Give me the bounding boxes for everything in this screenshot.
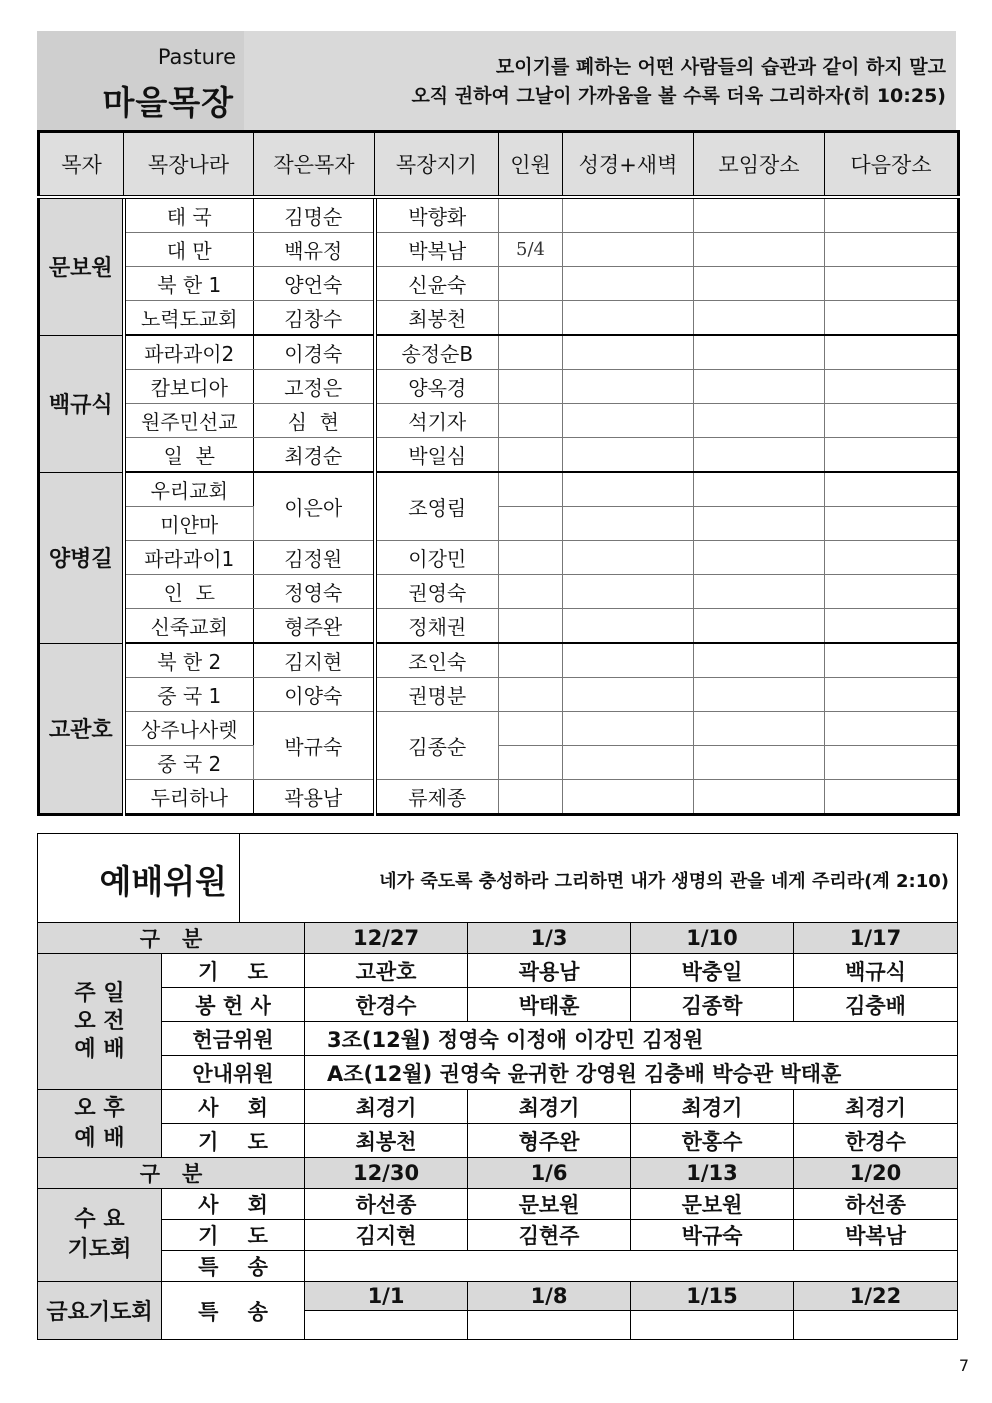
wednesday-host-row (38, 1189, 958, 1220)
keeper-cell: 신윤숙 (375, 267, 499, 301)
person-cell (468, 1311, 631, 1340)
wednesday-prayer-row (38, 1220, 958, 1251)
person-cell: 최경기 (631, 1090, 794, 1124)
role-label: 기 도 (162, 1124, 305, 1158)
wednesday-label-line: 수 요 (74, 1207, 125, 1232)
page-number: 7 (958, 1356, 969, 1375)
place-cell (694, 233, 825, 267)
table-row (39, 267, 959, 301)
keeper-cell: 박복남 (375, 233, 499, 267)
sunday-am-label-line: 예 배 (74, 1036, 125, 1062)
person-cell: 형주완 (468, 1124, 631, 1158)
country-cell: 우리교회 (124, 472, 254, 507)
keeper-cell: 조인숙 (375, 643, 499, 678)
person-cell (631, 1311, 794, 1340)
next-place-cell (825, 780, 959, 815)
header-pastor: 목자 (39, 132, 124, 198)
worship-committee-verse: 네가 죽도록 충성하라 그리하면 내가 생명의 관을 네게 주리라(계 2:10) (379, 871, 949, 892)
small-pastor-cell: 이은아 (254, 472, 375, 541)
person-cell: 김지현 (305, 1220, 468, 1251)
table-row (39, 609, 959, 644)
table-row (39, 233, 959, 267)
date-cell: 1/3 (468, 923, 631, 954)
bible-cell (563, 609, 694, 644)
place-cell (694, 438, 825, 473)
bible-cell (563, 678, 694, 712)
wednesday-label (38, 1189, 162, 1282)
small-pastor-cell: 곽용남 (254, 780, 375, 815)
person-cell: 한경수 (305, 988, 468, 1022)
worship-committee-title-box (38, 834, 240, 923)
header-meeting-place: 모임장소 (694, 132, 825, 198)
table-row (39, 712, 959, 746)
person-cell: 박충일 (631, 954, 794, 988)
count-cell (499, 267, 563, 301)
person-cell (794, 1311, 958, 1340)
role-label: 기 도 (162, 954, 305, 988)
sunday-pm-label (38, 1090, 162, 1158)
small-pastor-cell: 이경숙 (254, 335, 375, 370)
next-place-cell (825, 404, 959, 438)
bible-cell (563, 404, 694, 438)
date-cell: 1/6 (468, 1158, 631, 1189)
pasture-title-en: Pasture (157, 45, 236, 69)
pasture-header-row (39, 132, 959, 198)
pasture-title-box (37, 31, 244, 130)
country-cell: 태 국 (124, 197, 254, 233)
role-label: 기 도 (162, 1220, 305, 1251)
next-place-cell (825, 746, 959, 780)
pasture-verse (411, 53, 946, 111)
bible-cell (563, 541, 694, 575)
place-cell (694, 370, 825, 404)
role-label: 헌금위원 (162, 1022, 305, 1056)
date-cell: 1/15 (631, 1282, 794, 1311)
pastor-name: 양병길 (39, 472, 124, 643)
date-cell: 1/1 (305, 1282, 468, 1311)
count-cell (499, 780, 563, 815)
small-pastor-cell: 정영숙 (254, 575, 375, 609)
role-label: 봉 헌 사 (162, 988, 305, 1022)
date-cell: 1/17 (794, 923, 958, 954)
worship-committee-title: 예배위원 (99, 862, 227, 901)
country-cell: 중 국 1 (124, 678, 254, 712)
country-cell: 노력도교회 (124, 301, 254, 336)
offering-committee-row (38, 1022, 958, 1056)
pasture-table (37, 130, 960, 816)
pasture-verse-line2: 오직 권하여 그날이 가까움을 볼 수록 더욱 그리하자(히 10:25) (411, 85, 946, 107)
header-country: 목장나라 (124, 132, 254, 198)
count-cell (499, 643, 563, 678)
worship-committee-table (37, 922, 958, 1340)
count-cell (499, 472, 563, 507)
person-cell (305, 1311, 468, 1340)
bible-cell (563, 712, 694, 746)
keeper-cell: 석기자 (375, 404, 499, 438)
person-cell: 한홍수 (631, 1124, 794, 1158)
date-cell: 1/10 (631, 923, 794, 954)
country-cell: 원주민선교 (124, 404, 254, 438)
header-bible-dawn: 성경+새벽 (563, 132, 694, 198)
next-place-cell (825, 233, 959, 267)
place-cell (694, 712, 825, 746)
place-cell (694, 575, 825, 609)
date-cell: 1/22 (794, 1282, 958, 1311)
keeper-cell: 송정순B (375, 335, 499, 370)
keeper-cell: 류제종 (375, 780, 499, 815)
person-cell: 최경기 (468, 1090, 631, 1124)
next-place-cell (825, 575, 959, 609)
place-cell (694, 678, 825, 712)
usher-row (38, 1056, 958, 1090)
small-pastor-cell: 김정원 (254, 541, 375, 575)
bible-cell (563, 438, 694, 473)
role-label: 특 송 (162, 1282, 305, 1340)
count-cell (499, 712, 563, 746)
sunday-am-label-line: 주 일 (74, 980, 125, 1006)
next-place-cell (825, 507, 959, 541)
table-row (39, 575, 959, 609)
place-cell (694, 643, 825, 678)
table-row (39, 197, 959, 233)
small-pastor-cell: 형주완 (254, 609, 375, 644)
country-cell: 신죽교회 (124, 609, 254, 644)
next-place-cell (825, 712, 959, 746)
person-cell: 박복남 (794, 1220, 958, 1251)
person-cell: 고관호 (305, 954, 468, 988)
person-cell: 최경기 (794, 1090, 958, 1124)
place-cell (694, 780, 825, 815)
next-place-cell (825, 301, 959, 336)
count-cell (499, 746, 563, 780)
small-pastor-cell: 김명순 (254, 197, 375, 233)
table-row (39, 507, 959, 541)
country-cell: 북 한 2 (124, 643, 254, 678)
small-pastor-cell: 심 현 (254, 404, 375, 438)
friday-label: 금요기도회 (38, 1282, 162, 1340)
keeper-cell: 양옥경 (375, 370, 499, 404)
sunday-date-row (38, 923, 958, 954)
person-cell: 김현주 (468, 1220, 631, 1251)
country-cell: 두리하나 (124, 780, 254, 815)
date-cell: 1/13 (631, 1158, 794, 1189)
bible-cell (563, 575, 694, 609)
person-cell: 백규식 (794, 954, 958, 988)
person-cell: 문보원 (468, 1189, 631, 1220)
wednesday-date-row (38, 1158, 958, 1189)
keeper-cell: 정채권 (375, 609, 499, 644)
keeper-cell: 박향화 (375, 197, 499, 233)
role-label: 특 송 (162, 1251, 305, 1282)
country-cell: 상주나사렛 (124, 712, 254, 746)
small-pastor-cell: 이양숙 (254, 678, 375, 712)
pastor-name: 문보원 (39, 197, 124, 335)
date-cell: 1/20 (794, 1158, 958, 1189)
count-cell (499, 301, 563, 336)
keeper-cell: 김종순 (375, 712, 499, 780)
pastor-name: 백규식 (39, 335, 124, 472)
country-cell: 파라과이2 (124, 335, 254, 370)
keeper-cell: 최봉천 (375, 301, 499, 336)
worship-committee-header (37, 833, 958, 924)
small-pastor-cell: 최경순 (254, 438, 375, 473)
place-cell (694, 197, 825, 233)
place-cell (694, 472, 825, 507)
place-cell (694, 541, 825, 575)
bible-cell (563, 301, 694, 336)
count-cell (499, 197, 563, 233)
wednesday-label-line: 기도회 (67, 1237, 132, 1262)
place-cell (694, 267, 825, 301)
bible-cell (563, 746, 694, 780)
person-cell: 김충배 (794, 988, 958, 1022)
role-label: 사 회 (162, 1189, 305, 1220)
next-place-cell (825, 335, 959, 370)
country-cell: 파라과이1 (124, 541, 254, 575)
country-cell: 일 본 (124, 438, 254, 473)
table-row (39, 472, 959, 507)
small-pastor-cell: 김창수 (254, 301, 375, 336)
date-cell: 12/30 (305, 1158, 468, 1189)
count-cell (499, 609, 563, 644)
table-row (39, 438, 959, 473)
country-cell: 대 만 (124, 233, 254, 267)
usher-members: A조(12월) 권영숙 윤귀한 강영원 김충배 박승관 박태훈 (305, 1056, 958, 1090)
keeper-cell: 권영숙 (375, 575, 499, 609)
table-row (39, 541, 959, 575)
count-cell (499, 678, 563, 712)
country-cell: 캄보디아 (124, 370, 254, 404)
pasture-verse-line1: 모이기를 폐하는 어떤 사람들의 습관과 같이 하지 말고 (495, 56, 946, 78)
table-row (39, 370, 959, 404)
table-row (39, 780, 959, 815)
sunday-am-prayer-row (38, 954, 958, 988)
person-cell: 하선종 (305, 1189, 468, 1220)
special-song-cell (305, 1251, 958, 1282)
next-place-cell (825, 438, 959, 473)
sunday-pm-prayer-row (38, 1124, 958, 1158)
sunday-pm-host-row (38, 1090, 958, 1124)
bible-cell (563, 370, 694, 404)
division-label: 구 분 (38, 1158, 305, 1189)
person-cell: 하선종 (794, 1189, 958, 1220)
person-cell: 박규숙 (631, 1220, 794, 1251)
sunday-am-offering-row (38, 988, 958, 1022)
count-cell: 5/4 (499, 233, 563, 267)
place-cell (694, 507, 825, 541)
table-row (39, 746, 959, 780)
place-cell (694, 404, 825, 438)
sunday-am-label-line: 오 전 (74, 1008, 125, 1034)
place-cell (694, 301, 825, 336)
person-cell: 곽용남 (468, 954, 631, 988)
next-place-cell (825, 370, 959, 404)
table-row (39, 404, 959, 438)
next-place-cell (825, 541, 959, 575)
count-cell (499, 438, 563, 473)
bible-cell (563, 335, 694, 370)
person-cell: 최경기 (305, 1090, 468, 1124)
country-cell: 미얀마 (124, 507, 254, 541)
next-place-cell (825, 472, 959, 507)
small-pastor-cell: 백유정 (254, 233, 375, 267)
place-cell (694, 335, 825, 370)
sunday-pm-label-line: 오 후 (74, 1095, 125, 1121)
bible-cell (563, 233, 694, 267)
bible-cell (563, 197, 694, 233)
pastor-name: 고관호 (39, 643, 124, 815)
next-place-cell (825, 267, 959, 301)
bible-cell (563, 472, 694, 507)
small-pastor-cell: 고정은 (254, 370, 375, 404)
table-row (39, 335, 959, 370)
country-cell: 인 도 (124, 575, 254, 609)
country-cell: 북 한 1 (124, 267, 254, 301)
country-cell: 중 국 2 (124, 746, 254, 780)
friday-date-row (38, 1282, 958, 1311)
offering-committee-members: 3조(12월) 정영숙 이정애 이강민 김정원 (305, 1022, 958, 1056)
keeper-cell: 조영림 (375, 472, 499, 541)
wednesday-special-row (38, 1251, 958, 1282)
small-pastor-cell: 양언숙 (254, 267, 375, 301)
table-row (39, 678, 959, 712)
date-cell: 12/27 (305, 923, 468, 954)
bible-cell (563, 780, 694, 815)
header-next-place: 다음장소 (825, 132, 959, 198)
small-pastor-cell: 김지현 (254, 643, 375, 678)
bible-cell (563, 643, 694, 678)
role-label: 사 회 (162, 1090, 305, 1124)
count-cell (499, 507, 563, 541)
person-cell: 박태훈 (468, 988, 631, 1022)
pasture-title-ko: 마을목장 (102, 83, 234, 122)
keeper-cell: 권명분 (375, 678, 499, 712)
keeper-cell: 박일심 (375, 438, 499, 473)
person-cell: 최봉천 (305, 1124, 468, 1158)
division-label: 구 분 (38, 923, 305, 954)
next-place-cell (825, 678, 959, 712)
count-cell (499, 370, 563, 404)
count-cell (499, 541, 563, 575)
count-cell (499, 404, 563, 438)
place-cell (694, 746, 825, 780)
keeper-cell: 이강민 (375, 541, 499, 575)
bible-cell (563, 267, 694, 301)
count-cell (499, 575, 563, 609)
header-small-pastor: 작은목자 (254, 132, 375, 198)
header-keeper: 목장지기 (375, 132, 499, 198)
date-cell: 1/8 (468, 1282, 631, 1311)
next-place-cell (825, 609, 959, 644)
person-cell: 김종학 (631, 988, 794, 1022)
bible-cell (563, 507, 694, 541)
sunday-pm-label-line: 예 배 (74, 1125, 125, 1151)
person-cell: 문보원 (631, 1189, 794, 1220)
header-count: 인원 (499, 132, 563, 198)
sunday-am-label (38, 954, 162, 1090)
person-cell: 한경수 (794, 1124, 958, 1158)
small-pastor-cell: 박규숙 (254, 712, 375, 780)
role-label: 안내위원 (162, 1056, 305, 1090)
place-cell (694, 609, 825, 644)
pasture-header (37, 31, 956, 130)
table-row (39, 301, 959, 336)
next-place-cell (825, 643, 959, 678)
table-row (39, 643, 959, 678)
count-cell (499, 335, 563, 370)
next-place-cell (825, 197, 959, 233)
